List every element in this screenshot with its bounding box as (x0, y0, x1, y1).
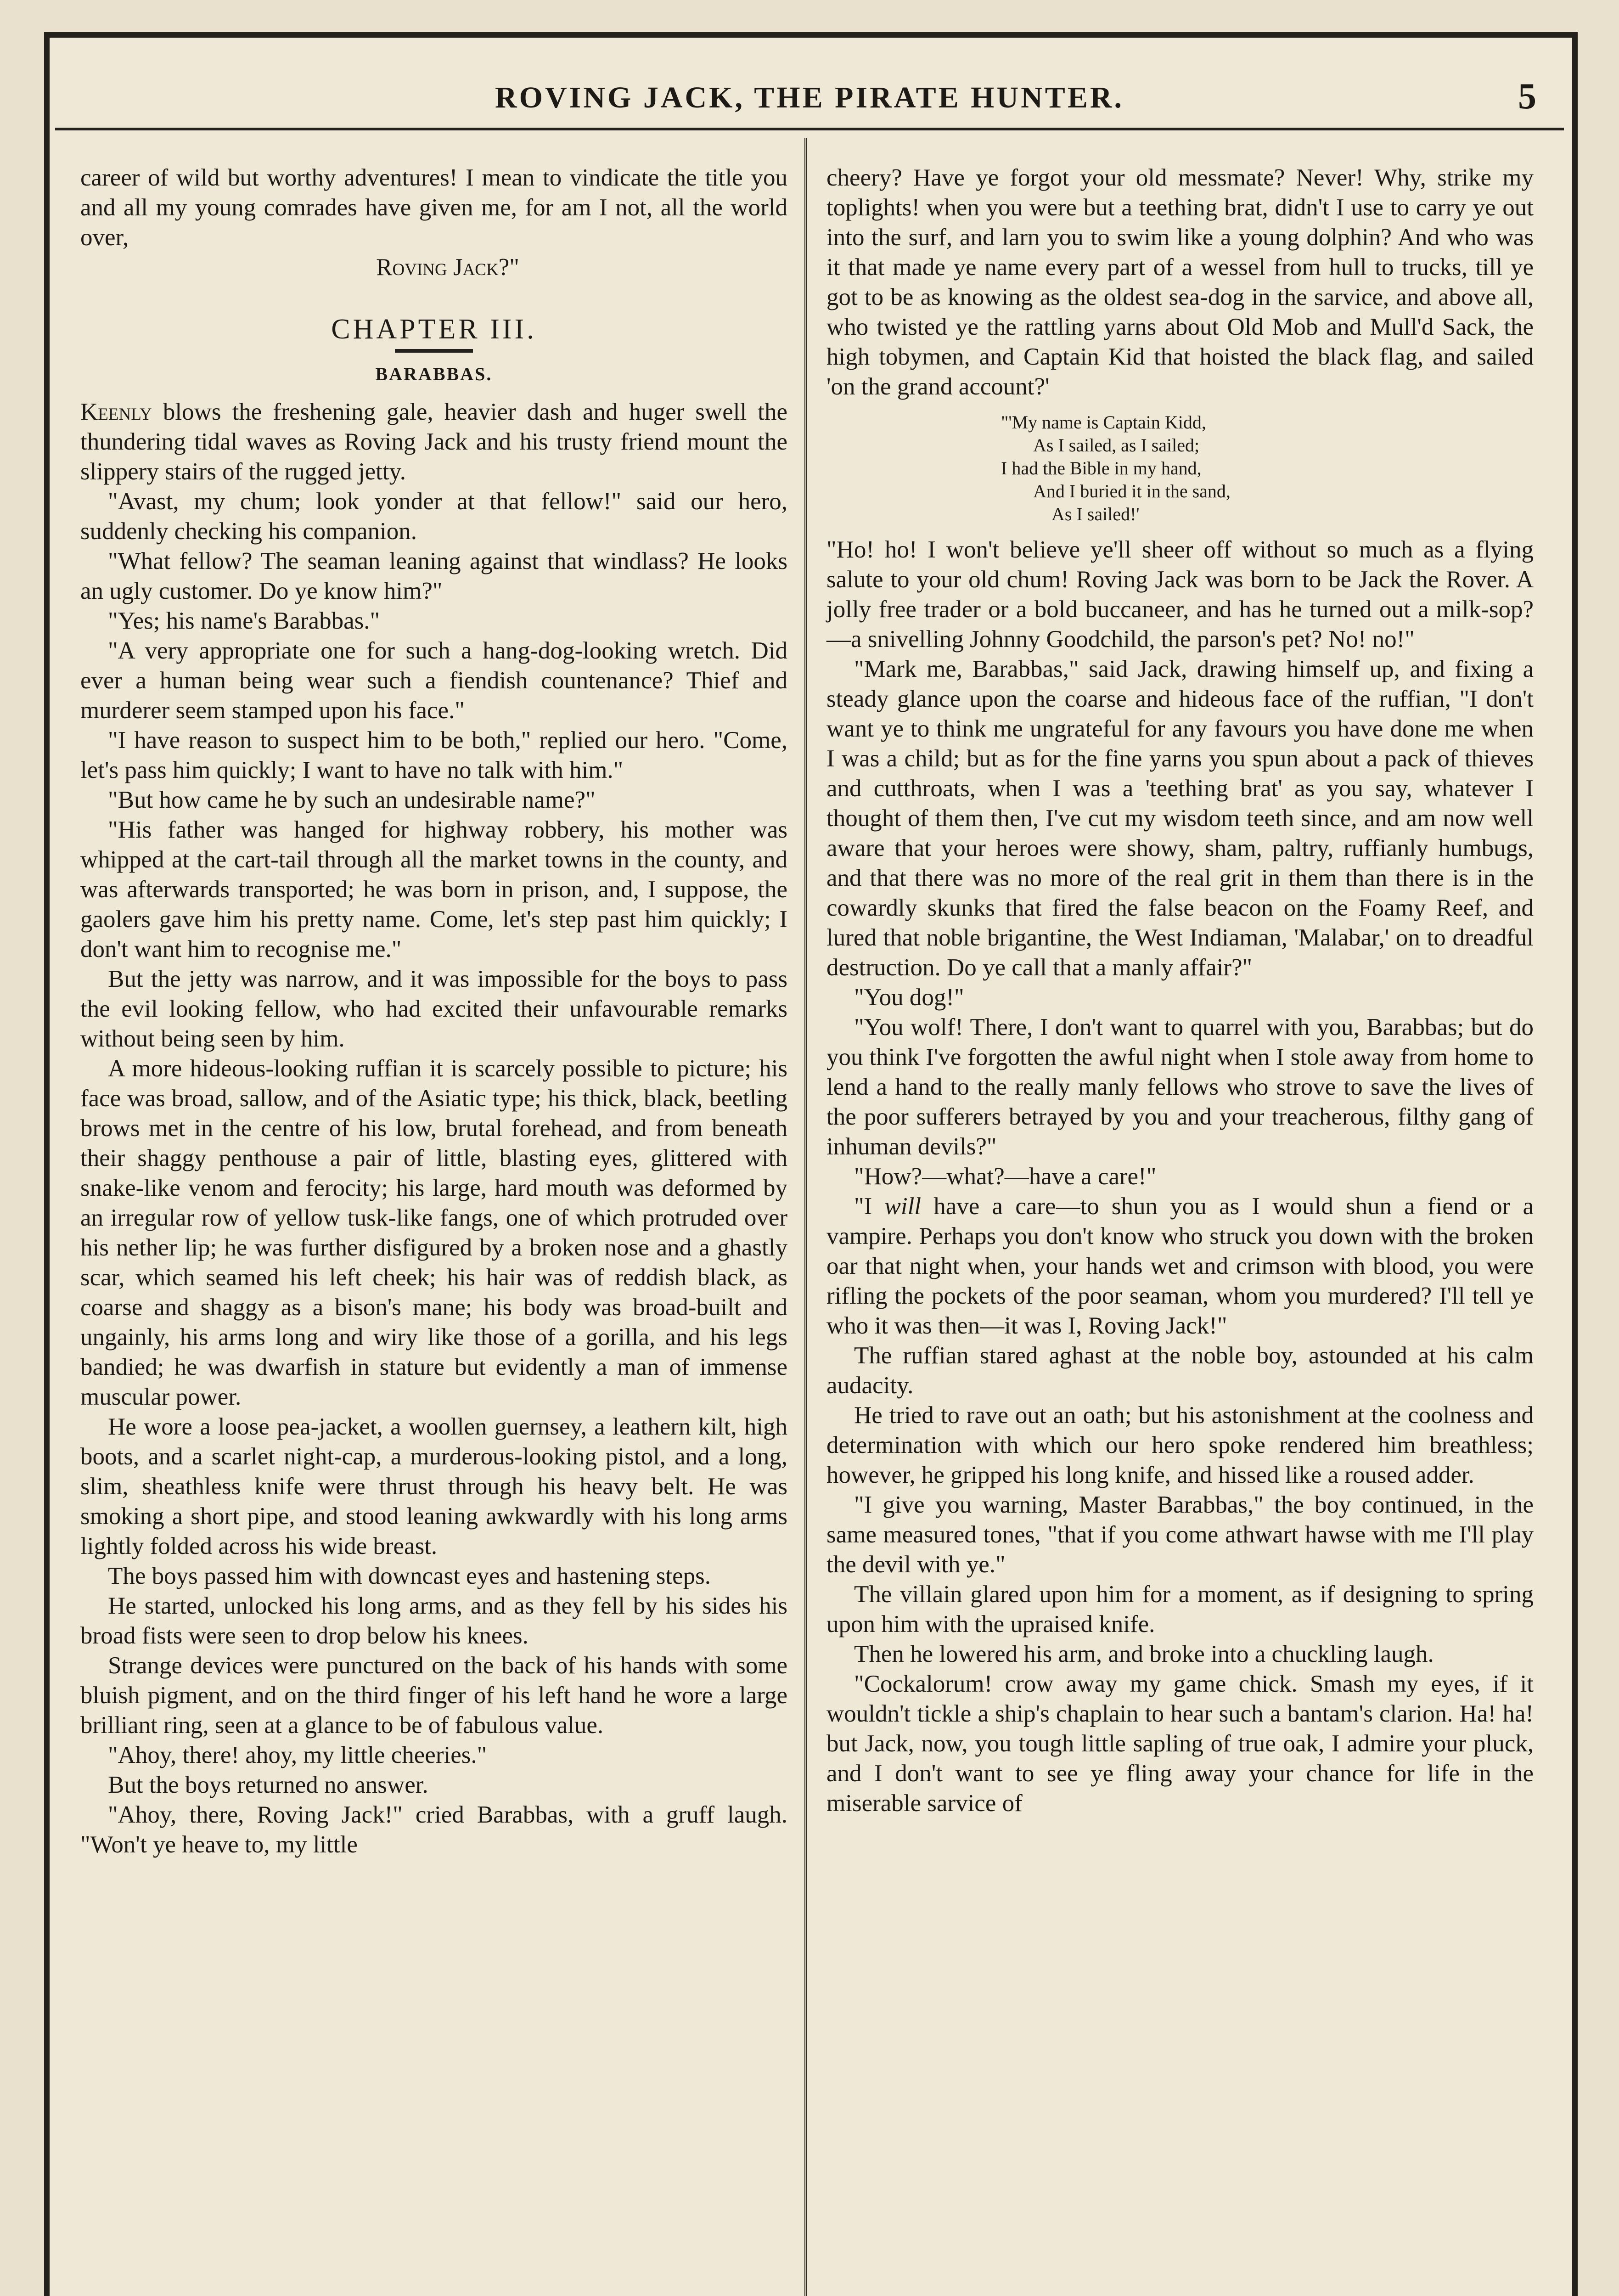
chapter-title: CHAPTER III. (331, 314, 537, 345)
paragraph: "Ahoy, there! ahoy, my little cheeries." (108, 1742, 487, 1768)
paragraph: "I give you warning, Master Barabbas," the boy continued, in the same measured tones, "that if you come athwart hawse with me I'll play the devil with ye." (826, 1491, 1534, 1578)
paragraph-text: have a care—to shun you as I would shun a fiend or a vampire. Perhaps you don't know who struck you down with the broken oar that night when, your hands wet and crimson with blood, you were rifling the pockets of the poor seaman, whom you murdered? I'll tell ye who it was then—it was I, Roving Jack!" (826, 1193, 1534, 1339)
verse-block (1001, 411, 1534, 526)
right-column (826, 163, 1534, 1818)
paragraph: career of wild but worthy adventures! I mean to vindicate the title you and all my young comrades have given me, for am I not, all the world over, (80, 164, 787, 251)
paragraph: "Cockalorum! crow away my game chick. Smash my eyes, if it wouldn't tickle a ship's chaplain to hear such a bantam's clarion. Ha! ha! but Jack, now, you tough little sapling of true oak, I admire your pluck, and I don't want to see ye fling away your chance for life in the miserable sarvice of (826, 1671, 1534, 1817)
paragraph: "Ahoy, there, Roving Jack!" cried Barabbas, with a gruff laugh. "Won't ye heave to, my little (80, 1801, 787, 1858)
paragraph: The villain glared upon him for a moment, as if designing to spring upon him with the upraised knife. (826, 1581, 1534, 1638)
paragraph: "His father was hanged for highway robbery, his mother was whipped at the cart-tail through all the market towns in the county, and was afterwards transported; he was born in prison, and, I suppose, the gaolers gave him his pretty name. Come, let's step past him quickly; I don't want him to recognise me." (80, 816, 787, 962)
header-rule (55, 128, 1564, 130)
paragraph: He tried to rave out an oath; but his astonishment at the coolness and determination with which our hero spoke rendered him breathless; however, he gripped his long knife, and hissed like a roused adder. (826, 1402, 1534, 1488)
paragraph: "Yes; his name's Barabbas." (108, 608, 380, 634)
paragraph: "Avast, my chum; look yonder at that fellow!" said our hero, suddenly checking his companion. (80, 488, 787, 545)
paragraph: cheery? Have ye forgot your old messmate? Never! Why, strike my toplights! when you were but a teething brat, didn't I use to carry ye out into the surf, and larn you to swim like a young dolphin? And who was it that made ye name every part of a wessel from hull to trucks, till ye got to be as knowing as the oldest sea-dog in the sarvice, and above all, who twisted ye the rattling yarns about Old Mob and Mull'd Sack, the high tobymen, and Captain Kid that hoisted the black flag, and sailed 'on the grand account?' (826, 164, 1534, 400)
paragraph: He wore a loose pea-jacket, a woollen guernsey, a leathern kilt, high boots, and a scarlet night-cap, a murderous-looking pistol, and a long, slim, sheathless knife were thrust through his heavy belt. He was smoking a short pipe, and stood leaning awkwardly with his long arms lightly folded across his wide breast. (80, 1413, 787, 1559)
verse-line: As I sailed!' (1051, 504, 1140, 524)
paragraph: "A very appropriate one for such a hang-dog-looking wretch. Did ever a human being wear such a fiendish countenance? Thief and murderer seem stamped upon his face." (80, 637, 787, 724)
signature: Roving Jack?" (376, 254, 519, 281)
opening-paragraph (80, 397, 787, 487)
paragraph: He started, unlocked his long arms, and as they fell by his sides his broad fists were seen to drop below his knees. (80, 1593, 787, 1649)
chapter-subtitle: BARABBAS. (375, 364, 493, 384)
opening-word: Keenly (80, 399, 152, 425)
paragraph: But the jetty was narrow, and it was impossible for the boys to pass the evil looking fellow, who had excited their unfavourable remarks without being seen by him. (80, 966, 787, 1052)
opening-text: blows the freshening gale, heavier dash and huger swell the thundering tidal waves as Roving Jack and his trusty friend mount the slippery stairs of the rugged jetty. (80, 399, 787, 485)
paragraph: "But how came he by such an undesirable name?" (108, 787, 596, 813)
left-column (80, 163, 787, 1860)
verse-line: "'My name is Captain Kidd, (1001, 412, 1206, 433)
column-divider (804, 138, 807, 2296)
paragraph: The ruffian stared aghast at the noble boy, astounded at his calm audacity. (826, 1342, 1534, 1399)
paragraph: The boys passed him with downcast eyes and hastening steps. (108, 1563, 711, 1589)
paragraph: "How?—what?—have a care!" (854, 1163, 1157, 1190)
paragraph: "Mark me, Barabbas," said Jack, drawing himself up, and fixing a steady glance upon the coarse and hideous face of the ruffian, "I don't want ye to think me ungrateful for any favours you have done me when I was a child; but as for the fine yarns you spun about a pack of thieves and cutthroats, when I was a 'teething brat' as you say, whatever I thought of them then, I've cut my wisdom teeth since, and am now well aware that your heroes were showy, sham, paltry, ruffianly humbugs, and that there was no more of the real grit in them than there is in the cowardly skunks that fired the false beacon on the Foamy Reef, and lured that noble brigantine, the West Indiaman, 'Malabar,' on to dreadful destruction. Do ye call that a manly affair?" (826, 656, 1534, 981)
paragraph: "Ho! ho! I won't believe ye'll sheer off without so much as a flying salute to your old chum! Roving Jack was born to be Jack the Rover. A jolly free trader or a bold buccaneer, and has he turned out a milk-sop?—a snivelling Johnny Goodchild, the parson's pet? No! no!" (826, 536, 1534, 653)
paragraph: "You dog!" (854, 984, 964, 1011)
paragraph: A more hideous-looking ruffian it is scarcely possible to picture; his face was broad, sallow, and of the Asiatic type; his thick, black, beetling brows met in the centre of his low, brutal forehead, and from beneath their shaggy penthouse a pair of little, blasting eyes, glittered with snake-like venom and ferocity; his large, hard mouth was deformed by an irregular row of yellow tusk-like fangs, one of which protruded over his nether lip; he was further disfigured by a broken nose and a ghastly scar, which seamed his left cheek; his hair was of reddish black, as coarse and shaggy as a bison's mane; his body was broad-built and ungainly, his arms long and wiry like those of a gorilla, and his legs bandied; he was dwarfish in stature but evidently a man of immense muscular power. (80, 1055, 787, 1410)
verse-line: I had the Bible in my hand, (1001, 458, 1202, 478)
paragraph: "What fellow? The seaman leaning against that windlass? He looks an ugly customer. Do ye know him?" (80, 548, 787, 604)
paragraph (826, 1192, 1534, 1341)
paragraph: Strange devices were punctured on the back of his hands with some bluish pigment, and on the third finger of his left hand he wore a large brilliant ring, seen at a glance to be of fabulous value. (80, 1652, 787, 1739)
page-number: 5 (1518, 76, 1536, 117)
page-title: ROVING JACK, THE PIRATE HUNTER. (495, 81, 1124, 114)
verse-line: And I buried it in the sand, (1033, 481, 1231, 501)
paragraph-text: "I (854, 1193, 885, 1220)
paragraph: "I have reason to suspect him to be both," replied our hero. "Come, let's pass him quickly; I want to have no talk with him." (80, 727, 787, 783)
chapter-rule (395, 349, 473, 353)
paragraph: But the boys returned no answer. (108, 1772, 428, 1798)
emphasis-text: will (884, 1193, 922, 1220)
paragraph: Then he lowered his arm, and broke into a chuckling laugh. (854, 1641, 1434, 1667)
verse-line: As I sailed, as I sailed; (1033, 435, 1200, 456)
paragraph: "You wolf! There, I don't want to quarrel with you, Barabbas; but do you think I've forgotten the awful night when I stole away from home to lend a hand to the really manly fellows who strove to save the lives of the poor sufferers betrayed by you and your treacherous, filthy gang of inhuman devils?" (826, 1014, 1534, 1160)
